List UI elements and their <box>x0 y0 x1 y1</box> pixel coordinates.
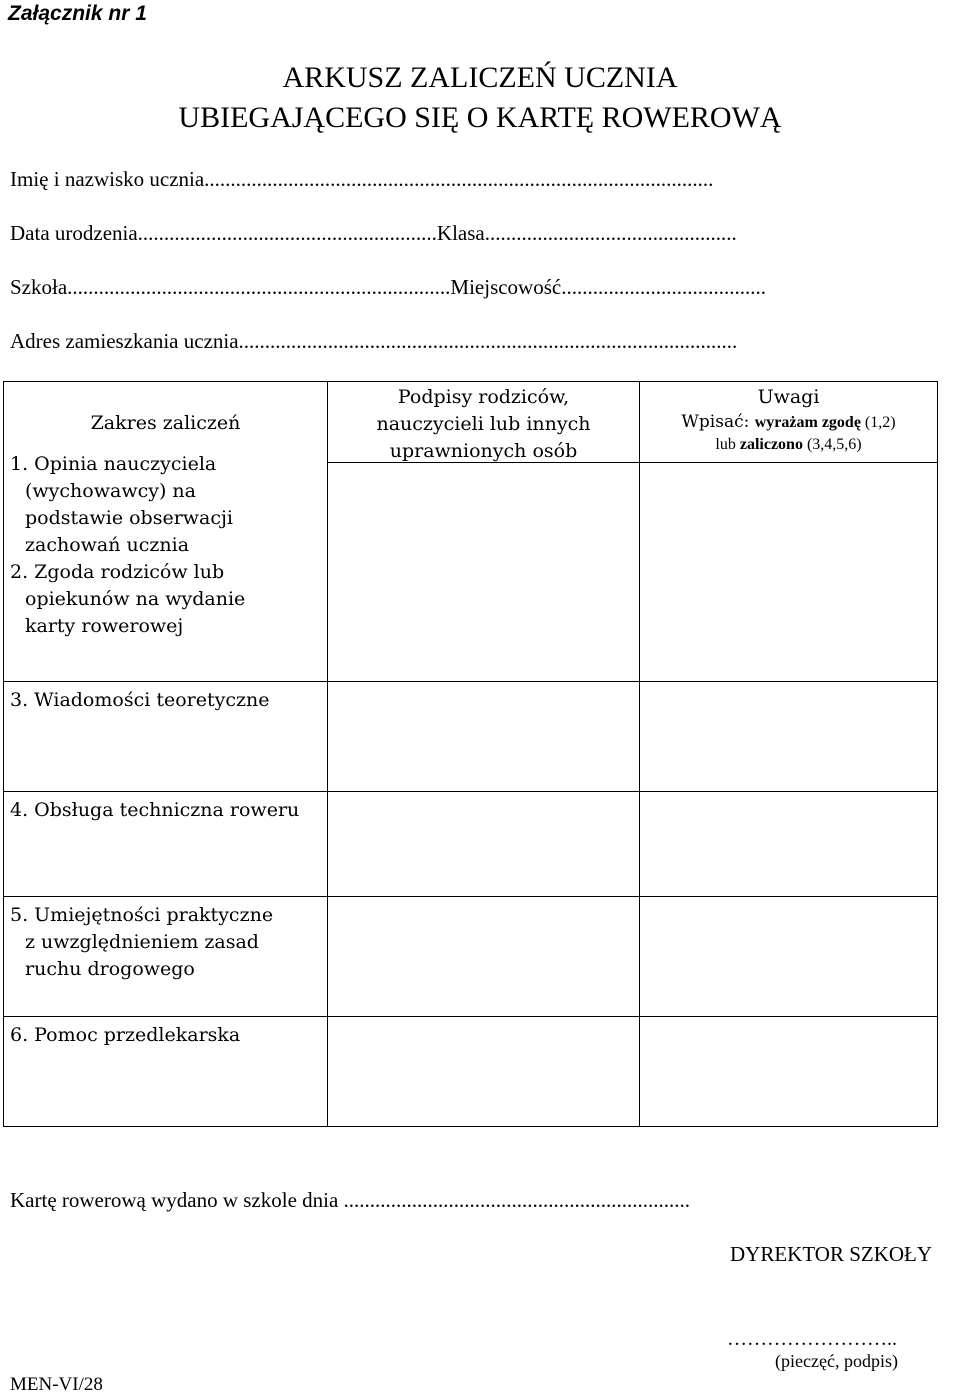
remarks-entry-1-2[interactable] <box>640 462 937 681</box>
remarks-instruction-line-1: Wpisać: wyrażam zgodę (1,2) <box>681 412 896 432</box>
address-field: Adres zamieszkania ucznia............................................................................................... <box>10 329 738 353</box>
scope-cell-header <box>4 382 328 682</box>
form-code: MEN-VI/28 <box>10 1374 103 1395</box>
signatures-entry-1-2[interactable] <box>328 462 639 681</box>
signatures-cell <box>328 382 640 682</box>
item-1-line-2: (wychowawcy) na <box>25 480 196 502</box>
signatures-header-line-3: uprawnionych osób <box>389 440 578 462</box>
signature-entry-6[interactable] <box>328 1017 640 1127</box>
item-1-line-1: 1. Opinia nauczyciela <box>10 453 217 475</box>
item-6-cell <box>4 1017 328 1127</box>
item-5-cell <box>4 897 328 1017</box>
remarks-entry-6[interactable] <box>640 1017 938 1127</box>
signature-entry-5[interactable] <box>328 897 640 1017</box>
item-1-line-3: podstawie obserwacji <box>25 507 233 529</box>
birthdate-class-field: Data urodzenia.........................................................Klasa................................................ <box>10 221 737 245</box>
item-5-line-2: z uwzględnieniem zasad <box>25 931 259 953</box>
signatures-header <box>328 382 639 462</box>
credits-table <box>3 381 938 1127</box>
item-1-line-4: zachowań ucznia <box>25 534 190 556</box>
item-3-cell <box>4 682 328 792</box>
item-5-line-3: ruchu drogowego <box>25 958 195 980</box>
item-4-label: 4. Obsługa techniczna roweru <box>10 799 300 821</box>
item-2-line-2: opiekunów na wydanie <box>25 588 246 610</box>
stamp-signature-label: (pieczęć, podpis) <box>775 1351 898 1371</box>
item-2-line-1: 2. Zgoda rodziców lub <box>10 561 225 583</box>
item-2-line-3: karty rowerowej <box>25 615 184 637</box>
remarks-entry-5[interactable] <box>640 897 938 1017</box>
director-label: DYREKTOR SZKOŁY <box>730 1242 933 1266</box>
signatures-header-line-2: nauczycieli lub innych <box>376 413 591 435</box>
remarks-header <box>640 382 937 462</box>
document-title-line-2: UBIEGAJĄCEGO SIĘ O KARTĘ ROWEROWĄ <box>178 101 782 134</box>
table-row <box>4 382 938 682</box>
table-row <box>4 897 938 1017</box>
remarks-instruction-line-2: lub zaliczono (3,4,5,6) <box>715 436 862 453</box>
signature-dots: …………………….. <box>727 1328 897 1350</box>
document-title-line-1: ARKUSZ ZALICZEŃ UCZNIA <box>282 61 678 94</box>
remarks-cell <box>640 382 938 682</box>
remarks-title: Uwagi <box>757 386 820 408</box>
signatures-header-line-1: Podpisy rodziców, <box>397 386 570 408</box>
annex-label: Załącznik nr 1 <box>8 2 147 25</box>
item-6-label: 6. Pomoc przedlekarska <box>10 1024 241 1046</box>
signature-entry-3[interactable] <box>328 682 640 792</box>
signature-entry-4[interactable] <box>328 792 640 897</box>
item-5-line-1: 5. Umiejętności praktyczne <box>10 904 274 926</box>
student-name-field: Imię i nazwisko ucznia................................................................................................. <box>10 167 714 191</box>
item-4-cell <box>4 792 328 897</box>
table-row <box>4 682 938 792</box>
school-city-field: Szkoła.........................................................................Miejscowość....................................... <box>10 275 766 299</box>
remarks-entry-3[interactable] <box>640 682 938 792</box>
scope-header: Zakres zaliczeń <box>90 412 241 434</box>
item-3-label: 3. Wiadomości teoretyczne <box>10 689 270 711</box>
remarks-entry-4[interactable] <box>640 792 938 897</box>
issue-date-line: Kartę rowerową wydano w szkole dnia .................................................................. <box>10 1188 691 1212</box>
table-row <box>4 1017 938 1127</box>
table-row <box>4 792 938 897</box>
